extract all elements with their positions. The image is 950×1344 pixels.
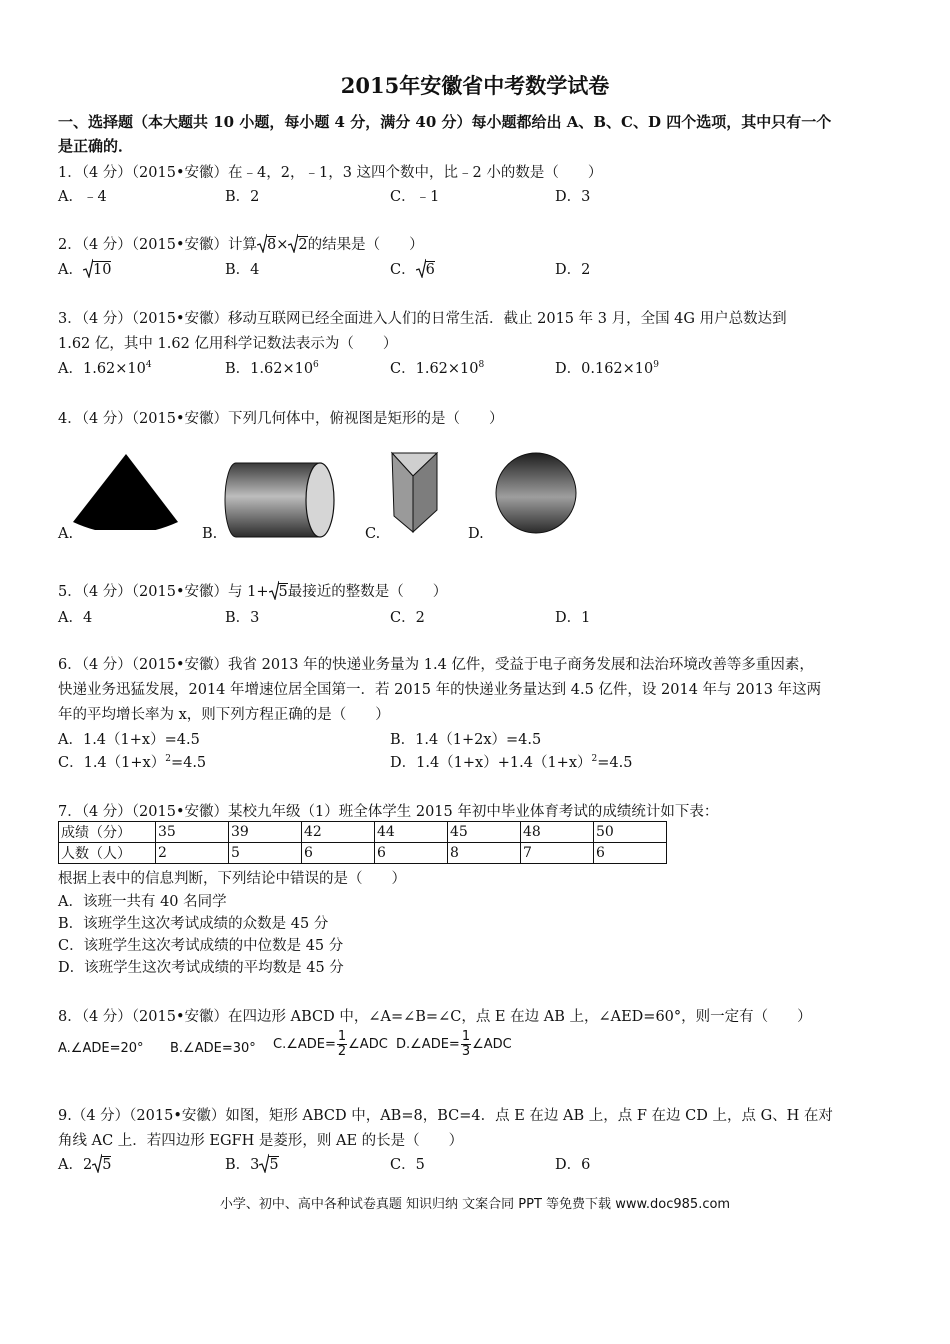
q6-text-line2: 快递业务迅猛发展，2014 年增速位居全国第一．若 2015 年的快递业务量达到 4.5 亿件，设 2014 年与 2013 年这两 xyxy=(58,682,822,698)
q1-option-a: A．﹣4 xyxy=(58,189,107,205)
table-cell: 45 xyxy=(448,822,521,843)
q9-option-b: B．3 5 xyxy=(225,1153,279,1177)
q9-option-d: D．6 xyxy=(555,1157,591,1173)
q3-text-line1: 3．（4 分）（2015•安徽）移动互联网已经全面进入人们的日常生活．截止 2015 年 3 月，全国 4G 用户总数达到 xyxy=(58,311,787,327)
table-cell: 6 xyxy=(302,843,375,864)
q2-option-a: A． 10 xyxy=(58,258,111,282)
q9-option-a: A．2 5 xyxy=(58,1153,111,1177)
cylinder-figure xyxy=(222,460,338,542)
q3-text-line2: 1.62 亿，其中 1.62 亿用科学记数法表示为（ ） xyxy=(58,336,398,352)
q9-option-c: C．5 xyxy=(390,1157,425,1173)
q7-option-c: C．该班学生这次考试成绩的中位数是 45 分 xyxy=(58,938,344,954)
q6-text-line3: 年的平均增长率为 x，则下列方程正确的是（ ） xyxy=(58,707,390,723)
q6-option-a: A．1.4（1+x）=4.5 xyxy=(58,732,200,748)
table-cell: 7 xyxy=(521,843,594,864)
fraction: $\frac{1}{2}$ xyxy=(337,1029,347,1059)
prism-figure xyxy=(385,450,445,536)
q4-label-b: B. xyxy=(202,526,218,542)
footer-watermark: 小学、初中、高中各种试卷真题 知识归纳 文案合同 PPT 等免费下载 www.doc985.com xyxy=(219,1197,731,1212)
q6-option-c: C．$1.4(1+x)^2=4.5$ xyxy=(58,754,207,771)
q3-option-d: D．$0.162\times 10^9$ xyxy=(555,360,659,377)
table-cell: 35 xyxy=(156,822,229,843)
table-cell: 42 xyxy=(302,822,375,843)
q5-option-b: B．3 xyxy=(225,610,260,626)
sphere-figure xyxy=(493,450,579,536)
table-cell: 50 xyxy=(594,822,667,843)
table-cell: 5 xyxy=(229,843,302,864)
q6-text-line1: 6．（4 分）（2015•安徽）我省 2013 年的快递业务量为 1.4 亿件，受益于电子商务发展和法治环境改善等多重因素， xyxy=(58,657,814,673)
sqrt-symbol xyxy=(83,258,93,282)
q7-option-b: B．该班学生这次考试成绩的众数是 45 分 xyxy=(58,916,329,932)
table-cell: 44 xyxy=(375,822,448,843)
sqrt-symbol xyxy=(92,1153,102,1177)
q2-option-b: B．4 xyxy=(225,262,260,278)
q9-text-line1: 9.（4 分）（2015•安徽）如图，矩形 ABCD 中，AB=8，BC=4．点 E 在边 AB 上，点 F 在边 CD 上，点 G、H 在对 xyxy=(58,1108,833,1124)
table-cell: 8 xyxy=(448,843,521,864)
sqrt-symbol xyxy=(269,580,279,604)
sqrt-symbol xyxy=(257,233,267,257)
section-heading-line1: 一、选择题（本大题共 10 小题，每小题 4 分，满分 40 分）每小题都给出 A、B、C、D 四个选项，其中只有一个 xyxy=(58,113,832,131)
table-row xyxy=(59,822,667,843)
section-heading-line2: 是正确的． xyxy=(58,137,134,155)
table-cell: 6 xyxy=(594,843,667,864)
sqrt-symbol xyxy=(288,233,298,257)
q5-option-d: D．1 xyxy=(555,610,591,626)
table-cell: 人数（人） xyxy=(59,843,156,864)
table-cell: 成绩（分） xyxy=(59,822,156,843)
q7-text: 7．（4 分）（2015•安徽）某校九年级（1）班全体学生 2015 年初中毕业体育考试的成绩统计如下表： xyxy=(58,804,719,820)
q8-option-b: B.∠ADE=30° xyxy=(170,1041,256,1056)
q6-option-b: B．1.4（1+2x）=4.5 xyxy=(390,732,542,748)
q1-option-c: C．﹣1 xyxy=(390,189,440,205)
q2-option-d: D．2 xyxy=(555,262,591,278)
table-cell: 2 xyxy=(156,843,229,864)
table-cell: 48 xyxy=(521,822,594,843)
sqrt-symbol xyxy=(259,1153,269,1177)
q4-text: 4．（4 分）（2015•安徽）下列几何体中，俯视图是矩形的是（ ） xyxy=(58,411,504,427)
q8-option-a: A.∠ADE=20° xyxy=(58,1041,144,1056)
table-cell: 39 xyxy=(229,822,302,843)
q7-option-a: A．该班一共有 40 名同学 xyxy=(58,894,227,910)
q2-text: 2．（4 分）（2015•安徽）计算 8× 2的结果是（ ） xyxy=(58,233,424,257)
cone-figure xyxy=(70,450,180,530)
q8-text: 8．（4 分）（2015•安徽）在四边形 ABCD 中，∠A=∠B=∠C，点 E 在边 AB 上，∠AED=60°，则一定有（ ） xyxy=(58,1009,812,1025)
q4-label-a: A. xyxy=(58,526,74,542)
q3-option-c: C．$1.62\times 10^8$ xyxy=(390,360,485,377)
q1-option-d: D．3 xyxy=(555,189,591,205)
q2-option-c: C． 6 xyxy=(390,258,435,282)
q1-text: 1．（4 分）（2015•安徽）在﹣4，2，﹣1，3 这四个数中，比﹣2 小的数是（ ） xyxy=(58,165,603,181)
q3-option-a: A．$1.62\times 10^4$ xyxy=(58,360,152,377)
q5-text: 5．（4 分）（2015•安徽）与 1+ 5最接近的整数是（ ） xyxy=(58,580,447,604)
q3-option-b: B．$1.62\times 10^6$ xyxy=(225,360,319,377)
q9-text-line2: 角线 AC 上．若四边形 EGFH 是菱形，则 AE 的长是（ ） xyxy=(58,1133,464,1149)
q4-label-d: D. xyxy=(468,526,484,542)
fraction: $\frac{1}{3}$ xyxy=(461,1029,471,1059)
table-row xyxy=(59,843,667,864)
q5-option-c: C．2 xyxy=(390,610,425,626)
q7-option-d: D．该班学生这次考试成绩的平均数是 45 分 xyxy=(58,960,344,976)
score-table xyxy=(58,821,667,864)
q4-label-c: C. xyxy=(365,526,381,542)
q8-option-c: C.∠ADE= $\frac{1}{2}$ ∠ADC xyxy=(273,1029,388,1059)
page-title: 2015年安徽省中考数学试卷 xyxy=(340,73,610,98)
q6-option-d: D．$1.4(1+x)+1.4(1+x)^2=4.5$ xyxy=(390,754,633,771)
sqrt-symbol xyxy=(416,258,426,282)
q8-option-d: D.∠ADE= $\frac{1}{3}$ ∠ADC xyxy=(396,1029,512,1059)
table-cell: 6 xyxy=(375,843,448,864)
q5-option-a: A．4 xyxy=(58,610,93,626)
q1-option-b: B．2 xyxy=(225,189,260,205)
q7-question: 根据上表中的信息判断，下列结论中错误的是（ ） xyxy=(58,871,406,887)
